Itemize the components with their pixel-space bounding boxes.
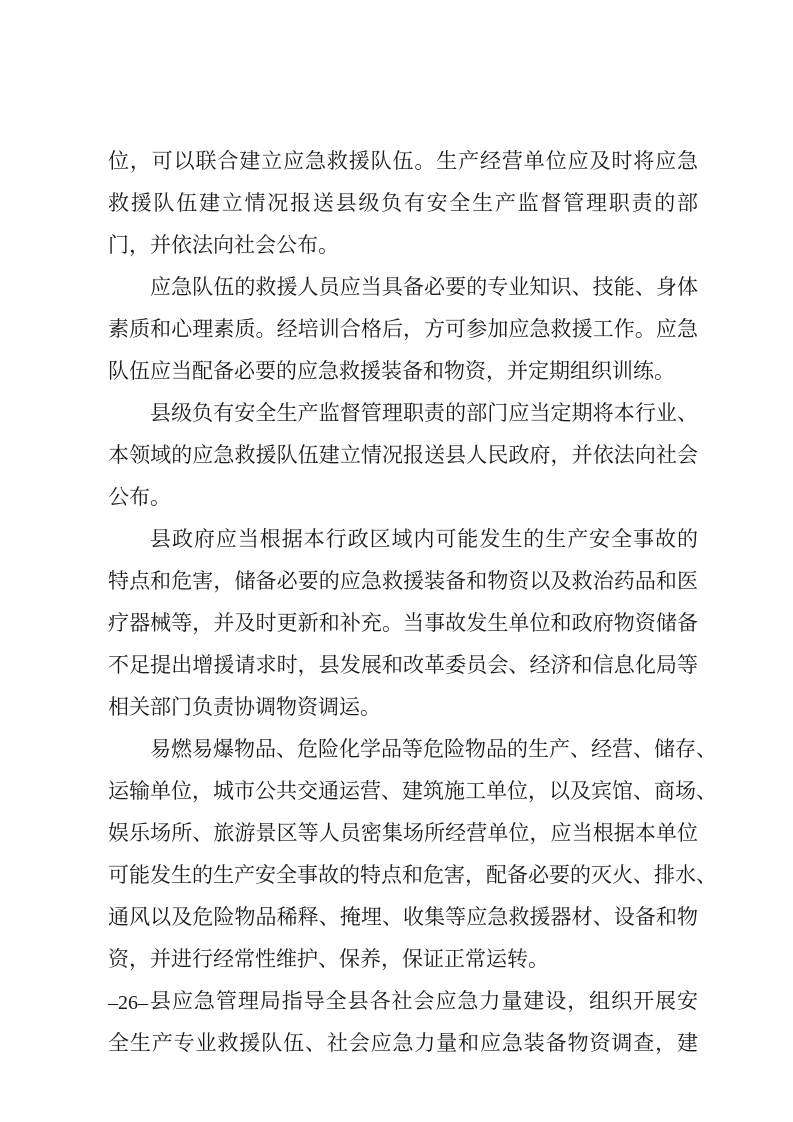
- text-line: 本领域的应急救援队伍建立情况报送县人民政府，并依法向社会: [108, 443, 698, 467]
- text-line: 可能发生的生产安全事故的特点和危害，配备必要的灭火、排水、: [108, 863, 717, 887]
- text-line: 县级负有安全生产监督管理职责的部门应当定期将本行业、: [150, 401, 698, 425]
- text-line: 县应急管理局指导全县各社会应急力量建设，组织开展安: [150, 989, 698, 1013]
- text-line: 全生产专业救援队伍、社会应急力量和应急装备物资调查，建: [108, 1031, 698, 1055]
- text-line: 特点和危害，储备必要的应急救援装备和物资以及救治药品和医: [108, 569, 698, 593]
- page-number: –26–: [108, 992, 148, 1014]
- text-line: 运输单位，城市公共交通运营、建筑施工单位，以及宾馆、商场、: [108, 779, 717, 803]
- text-line: 救援队伍建立情况报送县级负有安全生产监督管理职责的部: [108, 191, 698, 215]
- text-line: 疗器械等，并及时更新和补充。当事故发生单位和政府物资储备: [108, 611, 698, 635]
- text-line: 素质和心理素质。经培训合格后，方可参加应急救援工作。应急: [108, 317, 698, 341]
- text-line: 娱乐场所、旅游景区等人员密集场所经营单位，应当根据本单位: [108, 821, 698, 845]
- text-line: 相关部门负责协调物资调运。: [108, 695, 381, 719]
- text-line: 通风以及危险物品稀释、掩埋、收集等应急救援器材、设备和物: [108, 905, 698, 929]
- text-line: 应急队伍的救援人员应当具备必要的专业知识、技能、身体: [150, 275, 698, 299]
- text-line: 易燃易爆物品、危险化学品等危险物品的生产、经营、储存、: [150, 737, 717, 761]
- text-line: 县政府应当根据本行政区域内可能发生的生产安全事故的: [150, 527, 698, 551]
- text-line: 不足提出增援请求时，县发展和改革委员会、经济和信息化局等: [108, 653, 698, 677]
- text-line: 队伍应当配备必要的应急救援装备和物资，并定期组织训练。: [108, 359, 675, 383]
- text-line: 公布。: [108, 485, 171, 509]
- text-line: 资，并进行经常性维护、保养，保证正常运转。: [108, 947, 549, 971]
- text-line: 门，并依法向社会公布。: [108, 233, 339, 257]
- text-line: 位，可以联合建立应急救援队伍。生产经营单位应及时将应急: [108, 149, 698, 173]
